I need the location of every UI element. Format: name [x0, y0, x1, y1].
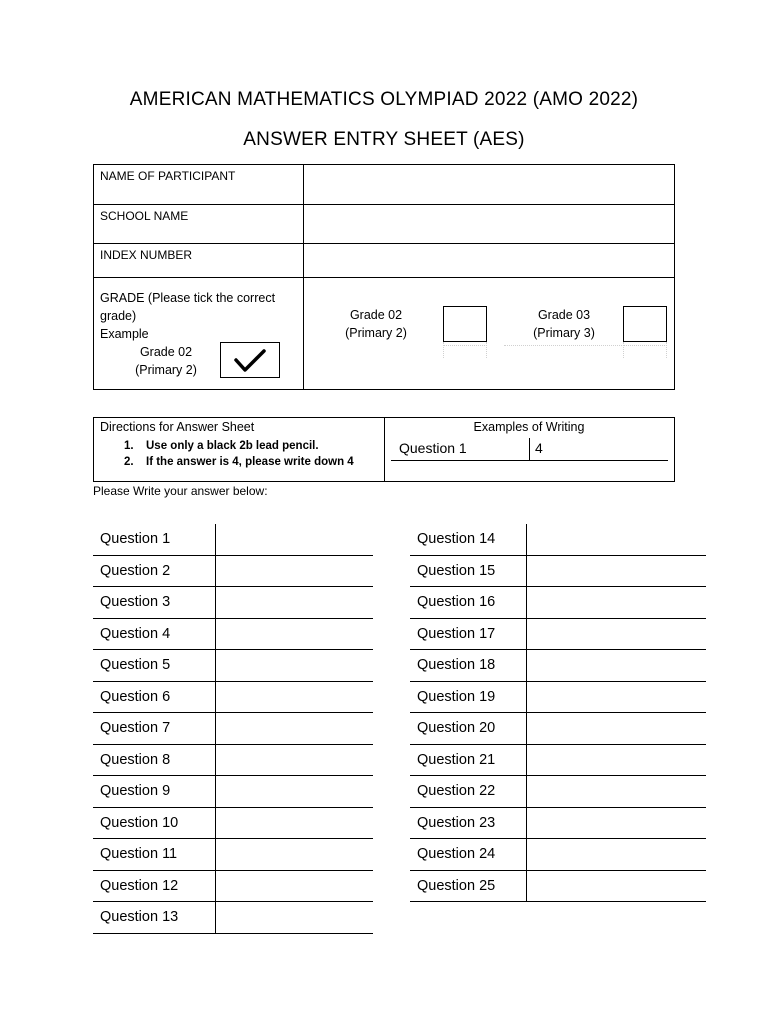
name-label: NAME OF PARTICIPANT — [100, 169, 236, 183]
question-label: Question 12 — [100, 877, 179, 894]
question-row — [410, 682, 706, 714]
question-row — [410, 776, 706, 808]
checkmark-icon — [221, 343, 279, 377]
question-row — [410, 839, 706, 871]
question-label: Question 19 — [417, 688, 496, 705]
question-row — [93, 524, 373, 556]
example-underline — [391, 460, 668, 461]
question-column-divider — [526, 524, 527, 902]
question-label: Question 1 — [100, 531, 171, 547]
directions-table — [93, 417, 675, 482]
answer-field[interactable] — [216, 587, 373, 617]
index-label: INDEX NUMBER — [100, 248, 193, 262]
answer-prompt: Please Write your answer below: — [93, 484, 268, 498]
answer-field[interactable] — [527, 619, 706, 649]
example-label: Example — [100, 327, 149, 341]
question-row — [410, 587, 706, 619]
answer-field[interactable] — [527, 713, 706, 743]
dotted-guide — [666, 342, 667, 358]
example-separator — [529, 438, 530, 460]
example-grade — [124, 343, 208, 379]
grade-02-option-label — [331, 306, 421, 342]
example-check-box — [220, 342, 280, 378]
participant-info-table — [93, 164, 675, 390]
answer-field[interactable] — [527, 587, 706, 617]
answer-field[interactable] — [216, 650, 373, 680]
question-row — [93, 745, 373, 777]
answer-field[interactable] — [216, 871, 373, 901]
question-label: Question 22 — [417, 783, 496, 799]
question-label: Question 11 — [100, 846, 178, 862]
option2-grade-text: Grade 03 — [537, 308, 591, 322]
question-label: Question 21 — [417, 751, 496, 768]
question-row — [410, 650, 706, 682]
option1-primary-text: (Primary 2) — [345, 326, 407, 340]
grade-02-tick-box[interactable] — [443, 306, 487, 342]
question-row — [93, 587, 373, 619]
example-question: Question 1 — [399, 440, 467, 456]
answer-field[interactable] — [527, 682, 706, 712]
example-primary-text: (Primary 2) — [135, 363, 197, 377]
question-row — [410, 556, 706, 588]
answer-field[interactable] — [527, 808, 706, 838]
direction-item: 2. If the answer is 4, please write down 4 — [124, 456, 354, 468]
grade-label-line2: grade) — [100, 309, 137, 323]
question-label: Question 7 — [100, 720, 171, 736]
question-label: Question 3 — [100, 594, 171, 610]
page-subtitle: ANSWER ENTRY SHEET (AES) — [243, 129, 525, 150]
examples-title: Examples of Writing — [473, 420, 585, 434]
answer-field[interactable] — [527, 650, 706, 680]
answer-field[interactable] — [527, 745, 706, 775]
answer-field[interactable] — [216, 713, 373, 743]
question-label: Question 25 — [417, 877, 496, 894]
question-row — [93, 713, 373, 745]
answer-field[interactable] — [527, 556, 706, 586]
answer-field[interactable] — [527, 871, 706, 901]
school-row — [94, 205, 674, 244]
dotted-guide — [504, 345, 622, 346]
answer-field[interactable] — [527, 776, 706, 806]
question-row — [410, 808, 706, 840]
question-row — [93, 776, 373, 808]
answer-field[interactable] — [216, 682, 373, 712]
question-row — [410, 871, 706, 903]
question-label: Question 13 — [100, 909, 179, 925]
answer-field[interactable] — [527, 524, 706, 554]
question-row — [410, 713, 706, 745]
index-row — [94, 244, 674, 278]
question-row — [93, 871, 373, 903]
school-field[interactable] — [304, 205, 674, 243]
grade-03-tick-box[interactable] — [623, 306, 667, 342]
school-label: SCHOOL NAME — [100, 209, 189, 223]
question-row — [410, 524, 706, 556]
question-label: Question 10 — [100, 814, 179, 831]
question-label: Question 5 — [100, 657, 171, 673]
question-label: Question 8 — [100, 751, 171, 768]
grade-label-line1: GRADE (Please tick the correct — [100, 291, 276, 305]
dotted-guide — [486, 342, 487, 358]
direction-item: 1. Use only a black 2b lead pencil. — [124, 440, 319, 452]
answer-field[interactable] — [216, 776, 373, 806]
question-row — [93, 902, 373, 934]
question-row — [93, 808, 373, 840]
question-row — [410, 619, 706, 651]
example-grade-text: Grade 02 — [139, 345, 193, 359]
dotted-guide — [443, 342, 444, 358]
grade-03-option-label — [519, 306, 609, 342]
question-label: Question 16 — [417, 594, 496, 610]
question-label: Question 20 — [417, 720, 496, 736]
question-row — [93, 556, 373, 588]
question-label: Question 18 — [417, 657, 496, 673]
question-label: Question 2 — [100, 562, 171, 579]
question-row — [93, 682, 373, 714]
question-label: Question 17 — [417, 625, 496, 642]
name-field[interactable] — [304, 165, 674, 204]
dotted-guide — [623, 342, 624, 358]
question-label: Question 6 — [100, 688, 171, 705]
answer-field[interactable] — [216, 902, 373, 932]
index-field[interactable] — [304, 244, 674, 277]
directions-title: Directions for Answer Sheet — [100, 420, 255, 434]
question-label: Question 9 — [100, 783, 171, 799]
question-label: Question 24 — [417, 846, 496, 862]
answer-field[interactable] — [527, 839, 706, 869]
example-answer: 4 — [535, 440, 543, 456]
directions-list — [124, 438, 354, 470]
option1-grade-text: Grade 02 — [349, 308, 403, 322]
question-label: Question 15 — [417, 562, 496, 579]
question-column-divider — [215, 524, 216, 934]
answer-field[interactable] — [216, 839, 373, 869]
question-row — [93, 619, 373, 651]
question-row — [93, 839, 373, 871]
answer-field[interactable] — [216, 745, 373, 775]
name-row — [94, 165, 674, 205]
question-label: Question 23 — [417, 814, 496, 831]
answer-field[interactable] — [216, 619, 373, 649]
dotted-guide — [623, 345, 667, 346]
question-row — [410, 745, 706, 777]
option2-primary-text: (Primary 3) — [533, 326, 595, 340]
grade-instructions — [100, 289, 275, 343]
question-row — [93, 650, 373, 682]
answer-field[interactable] — [216, 808, 373, 838]
dotted-guide — [443, 345, 487, 346]
answer-field[interactable] — [216, 524, 373, 554]
question-label: Question 4 — [100, 625, 171, 642]
question-label: Question 14 — [417, 531, 496, 547]
page-title: AMERICAN MATHEMATICS OLYMPIAD 2022 (AMO 2022) — [129, 89, 639, 110]
answer-field[interactable] — [216, 556, 373, 586]
